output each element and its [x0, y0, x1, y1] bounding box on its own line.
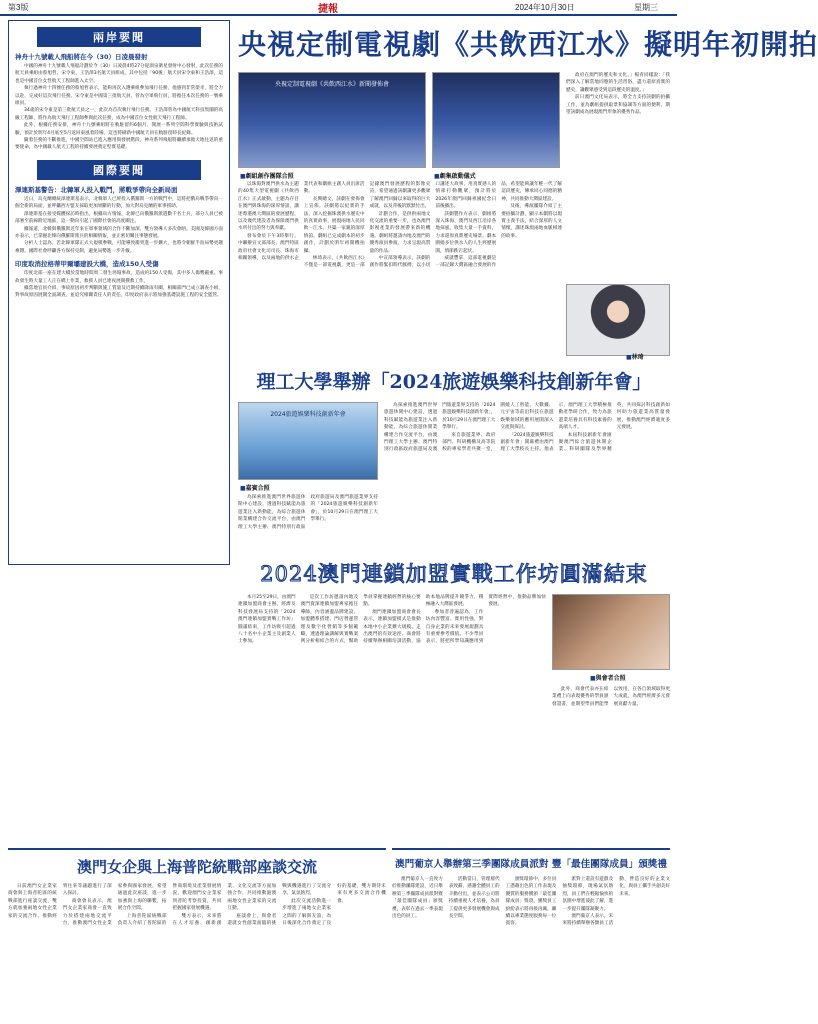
left-news-column [8, 20, 230, 565]
headline-tourism-tech: 理工大學舉辦「2024旅遊娛樂科技創新年會」 [256, 371, 652, 393]
article-paragraph: 來自旅遊業界、政府部門、科研機構及高等院校的專家學者共聚一堂，圍繞人工智能、大數據、元宇宙等前沿科技在旅遊娛樂領域的應用展開深入交流與探討。 [442, 403, 554, 453]
article-paragraph: 發布會於下午3時舉行，中聯辦宣文部部長、澳門特區政府社會文化司司長、珠海市相關領導，以及兩地的供水企業代表和劇組主創人員出席活動。 [238, 182, 365, 262]
section-title-cross-strait: 兩岸要聞 [37, 27, 201, 47]
article-paragraph: 此外，商會代表亦在結業禮上向表現優秀的學員頒發證書，並期望學員們能學以致用，在各自領域取得更大成就，為澳門經濟多元發展貢獻力量。 [552, 687, 670, 707]
article-paragraph: 日前澳門女企業家商會與上海普陀區的統戰部進行座談交流，雙方就加強兩地女性企業家的交流合作、推動經貿往來等議題進行了深入探討。 [8, 884, 112, 919]
article-text-block [566, 72, 670, 282]
article-text-block [392, 876, 670, 1016]
article-paragraph: 本屆科技創新年會匯聚澳門綜合旅遊休閒企業、科研團隊及學界精英，共同探討科技創新如何助力旅遊業高質量發展，推動澳門經濟適度多元發展。 [558, 403, 670, 453]
article-paragraph: 雙方表示，未來將在人才培養、創新創業、文化交流等方面加強合作，共同推動滬澳兩地女性企業家的交流互動。 [172, 884, 277, 927]
photo-caption: ■ 劇組創作團隊合照 [240, 171, 294, 180]
article-paragraph: 參加者普遍認為，工作坊內容豐富、實用性強，對自身企業的未來發展規劃具有重要參考價值。不少學員表示，將把所學知識應用到實際經營中，推動品牌加快發展。 [425, 595, 546, 645]
article-paragraph: 商會會長表示，澳門女企業家商會一直致力於搭建兩地交流平台，推動澳門女性企業家參與國家發展，希望通過此次座談，進一步加強與上海的聯繫，拓展合作空間。 [62, 884, 167, 927]
headline-women-entrepreneurs: 澳門女企與上海普陀統戰部座談交流 [76, 858, 317, 876]
article-paragraph: 澤連斯基在接受媒體採訪時指出，根據烏方情報，北韓已向俄羅斯派遣數千名士兵，部分人員已被部署至前線附近地區，這一動向引起了國際社會的高度關注。 [15, 211, 223, 225]
article-headline: 印度取消拉格蒂甲爾壩建設大橋，造成150人受傷 [15, 260, 159, 269]
issue-date: 2024年10月30日 [515, 3, 575, 12]
article-paragraph: 本月25至29日，由澳門連鎖加盟商會主辦、經濟及科技發展局支持的「2024澳門連鎖加盟實戰工作坊」圓滿結束，工作坊吸引超過八十名中小企業主及創業人士參加。 [238, 595, 296, 645]
article-paragraph: 此外，根據任務安排，神舟十九號乘組將在軌駐留約6個月，開展一系列空間科學實驗與技術試驗，預計於明年4月底至5月返回東風着陸場，這也將刷新中國航天員在軌駐留時長紀錄。 [15, 123, 223, 136]
guests-group-photo [238, 402, 378, 480]
article-headline: 神舟十九號載人飛船將在今（30）日凌晨發射 [15, 53, 148, 61]
main-headline-tv-drama: 央視定制電視劇《共飲西江水》擬明年初開拍 [238, 28, 818, 61]
article-paragraph: 林琦表示，《共飲西江水》不僅是一部電視劇，更是一部記錄澳門發展歷程的影像史詩，希望通過該劇讓更多觀眾了解澳門回歸以來取得的巨大成就，以及背後的默默付出。 [303, 182, 431, 269]
article-text-block [238, 494, 378, 552]
article-paragraph: 分析人士認為，若北韓軍隊正式大規模參戰，可能導致衝突進一步擴大，也將令朝鮮半島局勢更趨複雜。國際社會呼籲各方保持克制，避免局勢進一步升級。 [15, 241, 223, 254]
article-paragraph: 計劃合作，是供供兩地文化交流的重要一步，也為澳門影視產業的發展帶來新的機遇。劇組將邀請內地及澳門的優秀演員參演，力求呈現高質量的作品。 [369, 211, 431, 254]
article-paragraph: 為探索推進澳門世界旅遊休閒中心建設，透過科技賦能為旅遊業注入新動能，為綜合旅遊休閒業構建合作交流平台，由澳門理工大學主辦、澳門特別行政區政府旅遊局及澳門旅遊業界支持的「2024旅遊娛樂科技創新年會」，於10月29日在澳門理工大學舉行。 [238, 495, 378, 530]
article-text-block [552, 686, 670, 844]
article-text-block [384, 402, 670, 552]
article-paragraph: 上海普陀區統戰部負責人介紹了普陀區的營商環境及產業發展情況，歡迎澳門女企業家到普陀考察投資，共同把握國家發展機遇。 [117, 884, 222, 927]
page-header [0, 0, 677, 16]
photo-caption: ■ 嘉賓合照 [240, 483, 270, 492]
article-text-block [8, 883, 386, 1015]
article-paragraph: 以珠海對澳門供水為主題的40集大型電視劇《共飲西江水》正式啟動，主題為存目在澳門與珠海的深厚情誼，講述粵港澳大灣區的發展歷程，以及幾代建設者為保障澳門供水所付出的努力與奉獻。 [238, 182, 299, 232]
article-paragraph: 澳門葡京人一直致力於推動團隊建設，近日舉辦第三季團隊成員派對暨「最佳團隊成員」頒獎禮，表彰在過去一季表現出色的員工。 [392, 877, 443, 920]
issue-weekday: 星期三 [634, 3, 658, 12]
bottom-right-article [392, 848, 670, 1016]
article-paragraph: 據當地官員介紹，事故原因初步判斷與施工質量及近期持續降雨有關，相關部門已成立調查小組，對事故原因展開全面調查，並追究相關責任人的責任。印度政府表示將加強基礎設施工程的安全監管。 [15, 285, 223, 299]
headline-team-awards: 澳門葡京人舉辦第三季團隊成員派對 豐「最佳團隊成員」頒獎禮 [395, 859, 667, 870]
page-number: 第3版 [8, 3, 29, 12]
article-paragraph: 據報道，北韓與俄羅斯近年來在軍事領域的合作不斷加深，雙方領導人多次會晤。美國及韓國方面亦表示，已掌握北韓向俄羅斯派兵的相關情報，並正密切關注事態發展。 [15, 226, 223, 239]
article-paragraph: 澳門葡京人表示，未來將持續舉辦各類員工活動，營造良好的企業文化，與員工攜手共創美好未來。 [562, 877, 670, 927]
photo-backdrop-text: 2024旅遊娛樂科技創新年會 [270, 411, 346, 418]
article-paragraph: 近日，烏克蘭總統澤連斯基表示，北韓軍人已經投入俄羅斯一方的戰鬥中，這將把俄烏戰爭帶向一個全新的局面，並呼籲西方盟友採取更加果斷的行動，加大對烏克蘭的軍事援助。 [15, 196, 223, 210]
article-paragraph: 是次工作坊邀請內地及澳門資深連鎖加盟專家擔任導師，內容涵蓋品牌建設、加盟體系搭建、門店營運管理及數字化營銷等多個範疇，透過理論講解與實戰案例分析相結合的方式，幫助學員掌握連鎖經營的核心要點。 [300, 595, 421, 645]
photo-caption: ■ 與會者合照 [590, 673, 626, 682]
article-paragraph: 為探索推進澳門世界旅遊休閒中心建設，透過科技賦能為旅遊業注入新動能，為綜合旅遊休閒業構建合作交流平台，由澳門理工大學主辦、澳門特別行政區政府旅遊局及澳門旅遊業界支持的「2024旅遊娛樂科技創新年會」，於10月29日在澳門理工大學舉行。 [384, 403, 496, 453]
article-paragraph: 隨着任務的不斷推進，中國空間站已進入應用與發展階段，神舟系列飛船將繼續承擔天地往返的重要使命，為中國載人航天工程的持續發展奠定堅實基礎。 [15, 138, 223, 151]
photo-caption: ■ 林琦 [626, 352, 644, 361]
article-paragraph: 印度北部一座在建大橋於當地時間周二發生坍塌事故，造成約150人受傷，其中多人傷勢嚴重。事故發生時大量工人正在橋上作業，救援人員已連夜展開搜救工作。 [15, 271, 223, 284]
article-paragraph: 「2024旅遊娛樂科技創新年會」開幕禮由澳門理工大學校長主持。他表示，澳門理工大學積極推動產學研合作，致力為旅遊業培養具有科技素養的高端人才。 [500, 403, 612, 453]
article-paragraph: 頒獎環節中，多位員工憑藉出色的工作表現及優質的服務獲頒「最佳團隊成員」獎項，獲獎員工紛紛表示將再接再厲，繼續以專業態度服務每一位賓客。 [505, 877, 557, 927]
article-paragraph: 政府在澳門的歷史和文化。」楊青同樣說：「我們深入了解當地同胞的生活習俗，盡力還原真實的歷史，讓觀眾感受到這段歷史的溫度。」 [566, 73, 670, 93]
portrait-photo [566, 284, 670, 356]
article-paragraph: 中宣部領導表示，該劇的創作將緊扣時代脈搏，以小切口講述大故事，用真實感人的情節打動觀眾，預計將於2026年澳門回歸祖國紀念日前後播出。 [369, 182, 497, 269]
article-paragraph: 及後，導演團隊介紹了主要拍攝計劃，顯示本劇將以現實主義手法，結合深厚的人文情懷，講述珠澳兩地血脈相連的故事。 [501, 204, 562, 239]
article-paragraph: 活動當日，管理層代表致辭，感謝全體員工的辛勤付出，並表示公司將持續重視人才培養，為員工提供更多發展機會與成長空間。 [448, 877, 500, 920]
launch-ceremony-photo [432, 72, 560, 168]
article-paragraph: 前日澳門文化局表示，將全力支持該劇的拍攝工作，並為劇組提供取景和協調等方面的便利，期望該劇成為展現澳門形象的優秀作品。 [566, 95, 670, 116]
photo-backdrop-text: 央視定制電視劇《共飲西江水》新聞發佈會 [274, 81, 389, 88]
article-paragraph: 威就豐拿，這部電視劇是一部記錄大灣區融合發展的作品，希望能夠讓年輕一代了解這段歷史，傳承同心同德的精神，共同推動大灣區建設。 [435, 182, 562, 269]
article-paragraph: 長興總文，該劇在發佈會上宣佈，該劇將以紀實的手法，深入挖掘珠澳供水歷史中的真實故事，展現兩地人民同飲一江水、共築一家親的深厚情誼。劇組已完成劇本的初步創作，計劃於明年初開機拍攝。 [303, 196, 365, 254]
section-title-international: 國際要聞 [37, 160, 201, 180]
article-paragraph: 該劇製作方表示，劇組將深入珠海、澳門及西江沿岸各地採風，收集大量一手資料，力求還原真實歷史場景。劇本圍繞多位供水人的人生經歷展開，情節跌宕起伏。 [435, 211, 497, 254]
headline-franchise-workshop: 2024澳門連鎖加盟實戰工作坊圓滿結束 [260, 562, 648, 586]
article-paragraph: 中國的神舟十九號載人飛船計劃於今（30）日凌晨4時27分從酒泉衛星發射中心發射，此次任務的航天員乘組由蔡旭哲、宋令東、王浩澤3名航天員組成，其中包括「90後」航天員宋令東和王浩澤，這也是中國首位女性航天工程師進入太空。 [15, 64, 223, 84]
article-paragraph: 派對上還設有遊戲及抽獎環節，現場氣氛熱烈，員工們在輕鬆愉快的氛圍中增進彼此了解，進一步提升團隊凝聚力。 [562, 877, 614, 912]
article-text-block [238, 181, 562, 359]
bottom-left-article [8, 848, 386, 1016]
article-paragraph: 執行過神舟十四號任務的蔡旭哲表示，能夠再次入選乘組參加飛行任務，他感到非常榮幸，將全力以赴，完成好這次飛行任務。宋令東是中國第三批航天員，曾為空軍飛行員，將擔任本次任務的一號乘組員。 [15, 86, 223, 107]
newspaper-logo: 捷報 [318, 4, 338, 15]
article-paragraph: 34歲的宋令東是第三批航天員之一，此次為首次執行飛行任務。王浩澤曾為中國航天科技集團的高級工程師，將作為航天飛行工程師參與此次任務，成為中國首位女性航天飛行工程師。 [15, 108, 223, 121]
article-paragraph: 座談會上，與會者還就女性創業面臨的挑戰與機遇進行了交流分享，氣氛熱烈。 [227, 884, 332, 927]
article-paragraph: 此次交流活動進一步增進了兩地女企業家之間的了解與友誼，為日後深化合作奠定了良好的基礎，雙方期待未來有更多交流合作機會。 [282, 884, 386, 927]
article-text-block [238, 594, 546, 844]
press-conference-photo [238, 72, 426, 168]
article-paragraph: 澳門連鎖加盟商會會長表示，連鎖加盟模式是推動本地中小企業擴大規模、走出澳門的有效途徑。商會將持續舉辦相關培訓活動，協助本地品牌提升競爭力，積極融入大灣區發展。 [363, 595, 484, 645]
article-headline: 澤連斯基警告：北韓軍人投入戰鬥，將戰爭帶向全新局面 [15, 185, 178, 194]
participants-photo [552, 594, 670, 670]
photo-caption: ■ 劇集啟動儀式 [434, 171, 476, 180]
